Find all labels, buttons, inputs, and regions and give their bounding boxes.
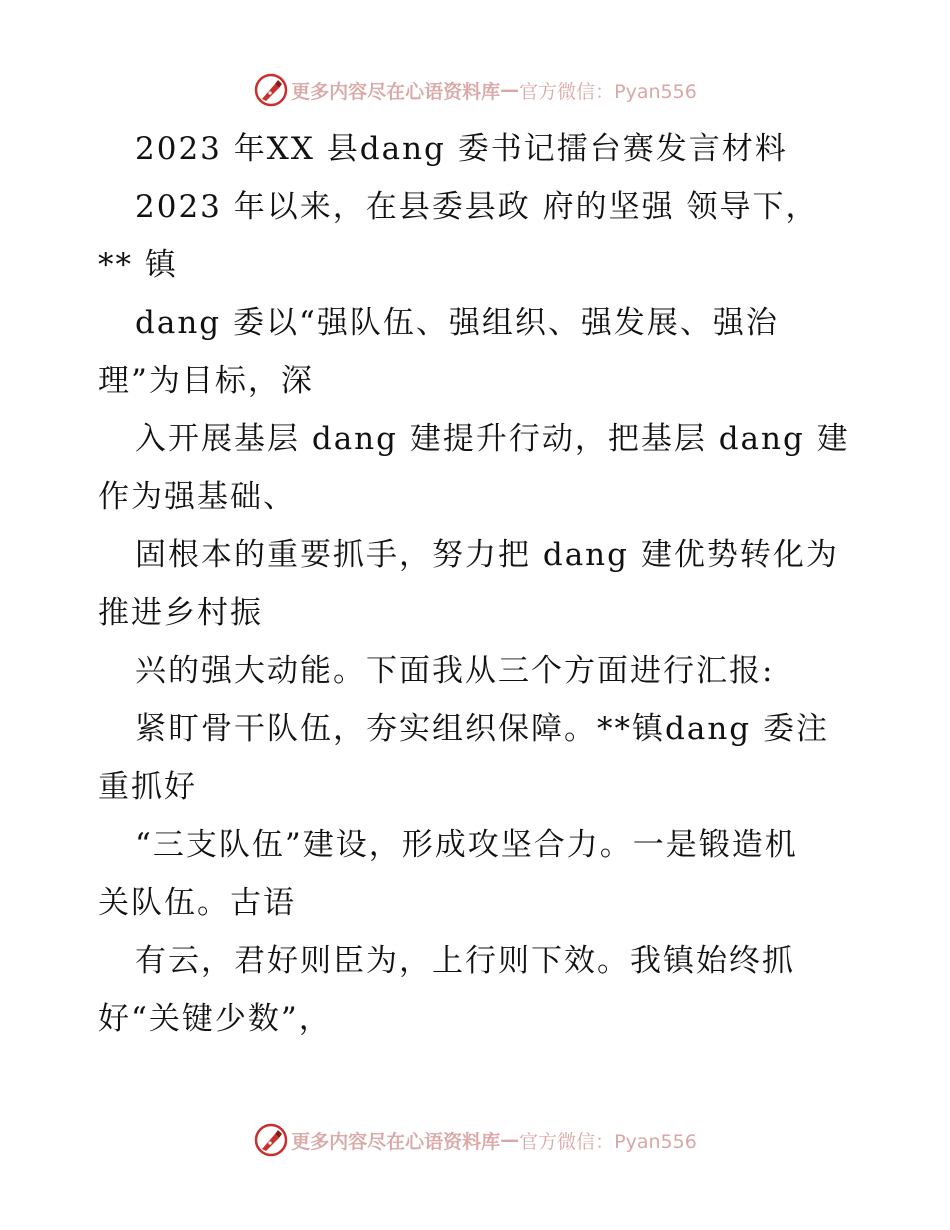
text-line: 推进乡村振 — [98, 595, 263, 631]
watermark-wechat: 官方微信：Pyan556 — [519, 80, 697, 103]
text-line: 好“关键少数”， — [98, 1001, 332, 1037]
watermark-dash: — — [500, 79, 520, 101]
watermark-brand: 更多内容尽在心语资料库 — [291, 80, 501, 103]
text-line: 重抓好 — [98, 769, 197, 805]
text-line: dang 委以“强队伍、强组织、强发展、强治 — [135, 305, 779, 341]
text-line: 紧盯骨干队伍，夯实组织保障。**镇dang 委注 — [135, 711, 829, 747]
header-watermark — [0, 70, 950, 110]
text-line: 有云，君好则臣为，上行则下效。我镇始终抓 — [135, 943, 795, 979]
text-line: 2023 年XX 县dang 委书记擂台赛发言材料 — [135, 131, 788, 167]
text-line: 关队伍。古语 — [98, 885, 296, 921]
text-line: 理”为目标，深 — [98, 363, 314, 399]
watermark-wechat: 官方微信：Pyan556 — [519, 1130, 697, 1153]
text-line: 2023 年以来，在县委县政 府的坚强 领导下， — [135, 189, 819, 225]
text-line: 固根本的重要抓手，努力把 dang 建优势转化为 — [135, 537, 839, 573]
text-line: ** 镇 — [98, 247, 178, 283]
pen-nib-logo-icon — [253, 1122, 289, 1158]
text-line: 作为强基础、 — [98, 479, 296, 515]
text-line: “三支队伍”建设，形成攻坚合力。一是锻造机 — [135, 827, 798, 863]
watermark-brand: 更多内容尽在心语资料库 — [291, 1130, 501, 1153]
document-body — [98, 120, 858, 1048]
text-line: 兴的强大动能。下面我从三个方面进行汇报: — [135, 653, 775, 689]
watermark-dash: — — [500, 1129, 520, 1151]
text-line: 入开展基层 dang 建提升行动，把基层 dang 建 — [135, 421, 850, 457]
footer-watermark — [0, 1120, 950, 1160]
pen-nib-logo-icon — [253, 72, 289, 108]
